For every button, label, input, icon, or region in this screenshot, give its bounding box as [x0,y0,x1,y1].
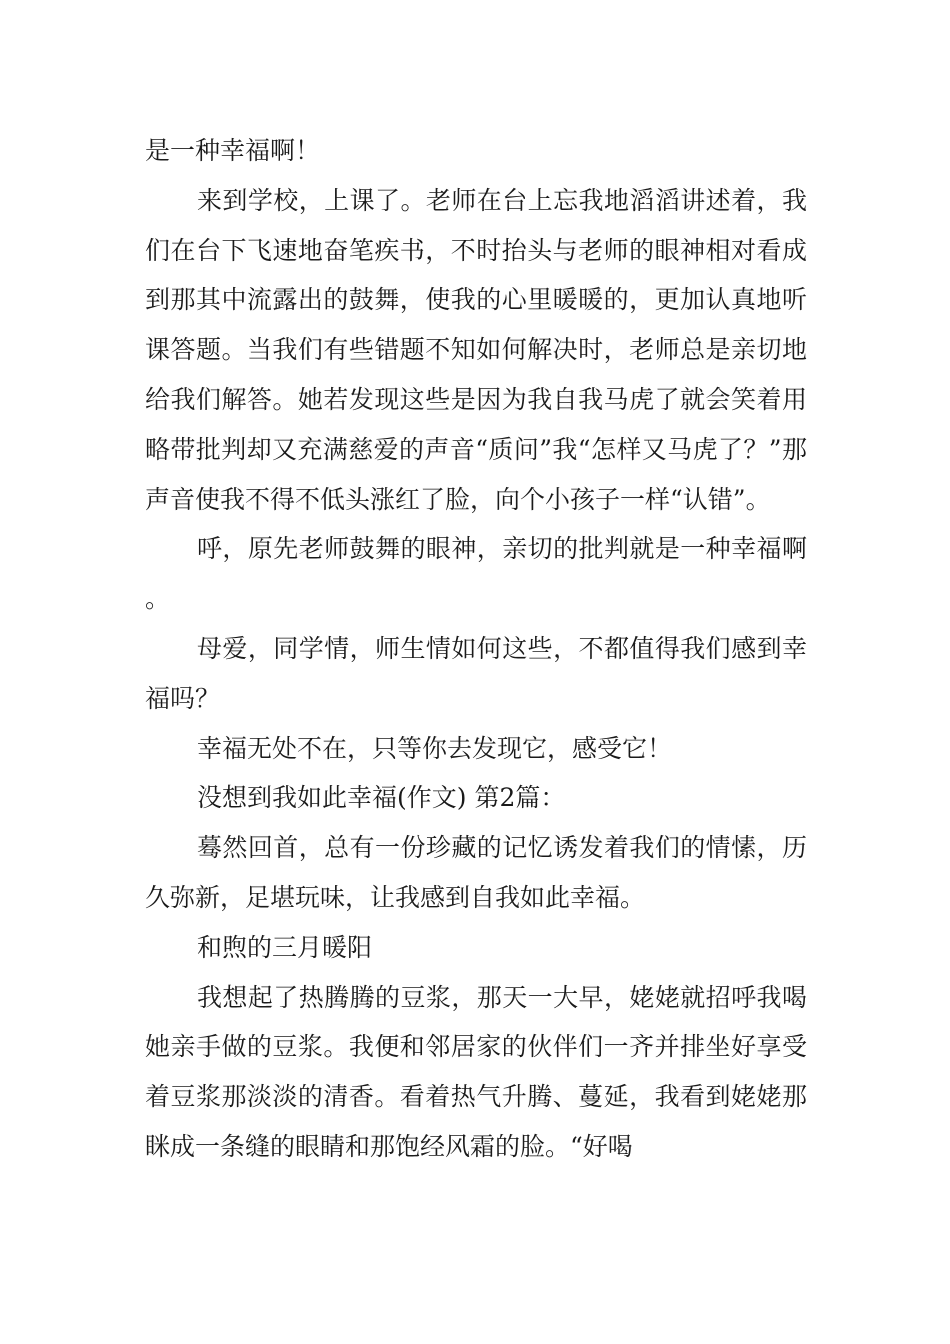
paragraph-3: 呼，原先老师鼓舞的眼神，亲切的批判就是一种幸福啊。 [145,534,807,614]
paragraph-6: 蓦然回首，总有一份珍藏的记忆诱发着我们的情愫，历久弥新，足堪玩味，让我感到自我如此幸福。 [145,833,807,912]
paragraph-4: 母爱，同学情，师生情如何这些，不都值得我们感到幸福吗？ [145,633,807,713]
subheading: 和煦的三月暖阳 [197,932,373,962]
paragraph-1: 是一种幸福啊！ [145,136,321,165]
paragraph-7: 我想起了热腾腾的豆浆，那天一大早，姥姥就招呼我喝她亲手做的豆浆。我便和邻居家的伙伴们一齐并排坐好享受着豆浆那淡淡的清香。看着热气升腾、蔓延，我看到姥姥那眯成一条缝的眼睛和那饱经风霜的脸。“好喝 [145,982,807,1161]
paragraph-5: 幸福无处不在，只等你去发现它，感受它！ [197,733,673,763]
paragraph-2: 来到学校，上课了。老师在台上忘我地滔滔讲述着，我们在台下飞速地奋笔疾书，不时抬头与老师的眼神相对看成到那其中流露出的鼓舞，使我的心里暖暖的，更加认真地听课答题。当我们有些错题不知如何解决时，老师总是亲切地给我们解答。她若发现这些是因为我自我马虎了就会笑着用略带批判却又充满慈爱的声音“质问”我“怎样又马虎了？”那声音使我不得不低头涨红了脸，向个小孩子一样“认错”。 [145,185,807,514]
document-body [145,126,807,1172]
section-heading: 没想到我如此幸福(作文) 第2篇： [197,783,566,813]
